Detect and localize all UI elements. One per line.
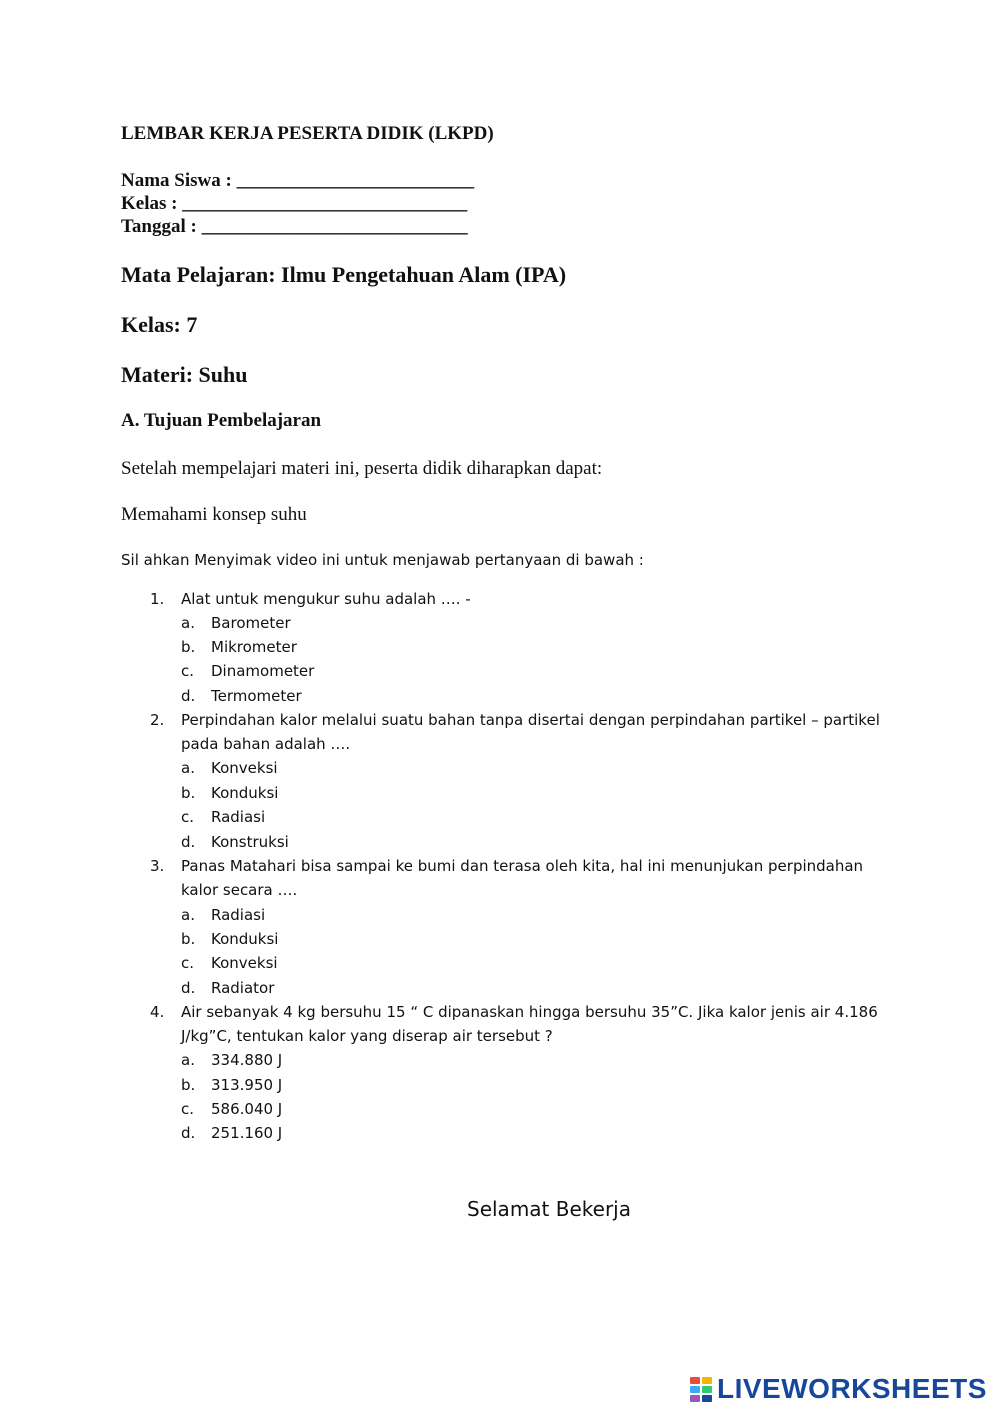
option-letter: c. (181, 1100, 195, 1118)
question-text: pada bahan adalah …. (181, 735, 351, 753)
question-number: 4. (150, 1003, 165, 1021)
grade-heading: Kelas: 7 (121, 312, 198, 337)
option-letter: b. (181, 784, 196, 802)
answer-option[interactable]: Radiator (211, 979, 275, 997)
answer-option[interactable]: Dinamometer (211, 662, 315, 680)
closing-text: Selamat Bekerja (467, 1197, 631, 1221)
answer-option[interactable]: Barometer (211, 614, 291, 632)
option-letter: c. (181, 954, 195, 972)
option-letter: a. (181, 906, 195, 924)
liveworksheets-logo-icon (690, 1375, 714, 1403)
answer-option[interactable]: Konveksi (211, 759, 278, 777)
answer-option[interactable]: Termometer (211, 687, 302, 705)
date-label: Tanggal : (121, 216, 197, 237)
subject-heading: Mata Pelajaran: Ilmu Pengetahuan Alam (IPA) (121, 262, 567, 287)
option-letter: a. (181, 614, 195, 632)
answer-option[interactable]: Radiasi (211, 906, 266, 924)
instruction-text: Sil ahkan Menyimak video ini untuk menjawab pertanyaan di bawah : (121, 551, 644, 569)
question-number: 2. (150, 711, 165, 729)
answer-option[interactable]: 334.880 J (211, 1051, 283, 1069)
answer-option[interactable]: 586.040 J (211, 1100, 283, 1118)
option-letter: d. (181, 687, 196, 705)
answer-option[interactable]: Konduksi (211, 930, 279, 948)
question-text: Panas Matahari bisa sampai ke bumi dan terasa oleh kita, hal ini menunjukan perpindahan (181, 857, 864, 875)
answer-option[interactable]: Konduksi (211, 784, 279, 802)
option-letter: c. (181, 808, 195, 826)
question-text: kalor secara …. (181, 881, 298, 899)
class-blank[interactable]: ______________________________ (182, 193, 468, 214)
option-letter: b. (181, 1076, 196, 1094)
option-letter: b. (181, 930, 196, 948)
option-letter: d. (181, 979, 196, 997)
answer-option[interactable]: Mikrometer (211, 638, 297, 656)
material-heading: Materi: Suhu (121, 362, 248, 387)
answer-option[interactable]: Radiasi (211, 808, 266, 826)
option-letter: b. (181, 638, 196, 656)
question-number: 3. (150, 857, 165, 875)
date-field (121, 215, 468, 238)
section-a-goal: Memahami konsep suhu (121, 504, 307, 525)
answer-option[interactable]: 313.950 J (211, 1076, 283, 1094)
question-text: Alat untuk mengukur suhu adalah …. - (181, 590, 471, 608)
question-text: J/kg”C, tentukan kalor yang diserap air tersebut ? (181, 1027, 553, 1045)
option-letter: c. (181, 662, 195, 680)
section-a-intro: Setelah mempelajari materi ini, peserta didik diharapkan dapat: (121, 458, 603, 479)
student-name-field (121, 169, 474, 192)
option-letter: a. (181, 759, 195, 777)
option-letter: d. (181, 1124, 196, 1142)
question-text: Air sebanyak 4 kg bersuhu 15 “ C dipanaskan hingga bersuhu 35”C. Jika kalor jenis air 4.186 (181, 1003, 878, 1021)
liveworksheets-logo-text: LIVEWORKSHEETS (717, 1373, 987, 1404)
answer-option[interactable]: 251.160 J (211, 1124, 283, 1142)
question-text: Perpindahan kalor melalui suatu bahan tanpa disertai dengan perpindahan partikel – partikel (181, 711, 880, 729)
student-name-label: Nama Siswa : (121, 170, 232, 191)
liveworksheets-logo[interactable] (690, 1372, 987, 1406)
section-a-heading: A. Tujuan Pembelajaran (121, 410, 322, 431)
document-title: LEMBAR KERJA PESERTA DIDIK (LKPD) (121, 123, 494, 144)
class-field (121, 192, 467, 215)
date-blank[interactable]: ____________________________ (201, 216, 468, 237)
question-number: 1. (150, 590, 165, 608)
option-letter: d. (181, 833, 196, 851)
student-name-blank[interactable]: _________________________ (236, 170, 475, 191)
answer-option[interactable]: Konveksi (211, 954, 278, 972)
answer-option[interactable]: Konstruksi (211, 833, 289, 851)
option-letter: a. (181, 1051, 195, 1069)
class-label: Kelas : (121, 193, 178, 214)
